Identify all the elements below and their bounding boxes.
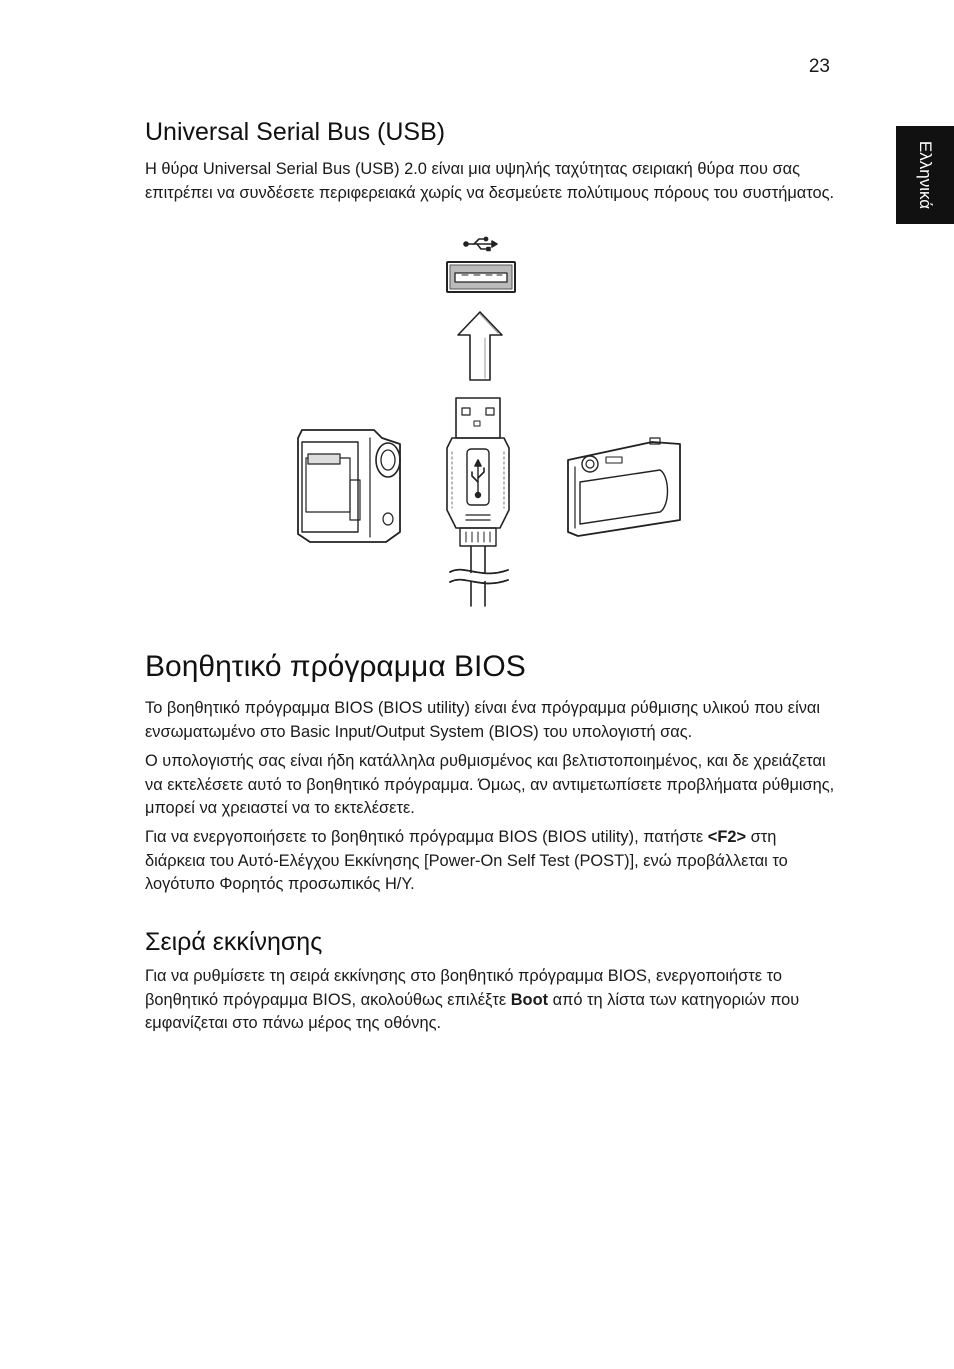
bios-paragraph-3 (145, 826, 835, 897)
language-side-tab-label: Ελληνικά (916, 140, 935, 210)
bios-paragraph-1: Το βοηθητικό πρόγραμμα BIOS (BIOS utility) είναι ένα πρόγραμμα ρύθμισης υλικού που είναι ενσωματωμένο στο Basic Input/Output System (BIOS) του υπολογιστή σας. (145, 699, 821, 741)
usb-plug-icon (447, 398, 509, 606)
boot-order-text-a: Για να ρυθμίσετε τη σειρά εκκίνησης στο βοηθητικό πρόγραμμα BIOS, ενεργοποιήστε το βοηθητικό πρόγραμμα BIOS, ακολούθως επιλέξτε (145, 967, 782, 1009)
boot-order-paragraph (145, 965, 835, 1036)
language-side-tab (896, 126, 954, 224)
f2-key-label: <F2> (707, 828, 747, 846)
usb-heading: Universal Serial Bus (USB) (145, 118, 446, 146)
usb-illustration (290, 232, 690, 612)
boot-order-heading: Σειρά εκκίνησης (145, 928, 323, 956)
page-number: 23 (808, 56, 830, 77)
boot-order-text-b: από τη λίστα των κατηγοριών που εμφανίζεται στο πάνω μέρος της οθόνης. (145, 990, 800, 1032)
bios-paragraph-2: Ο υπολογιστής σας είναι ήδη κατάλληλα ρυθμισμένος και βελτιστοποιημένος, και δε χρειάζεται να εκτελέσετε αυτό το βοηθητικό πρόγραμμα. Όμως, αν αντιμετωπίσετε προβλήματα ρύθμισης, μπορεί να χρειαστεί να το εκτελέσετε. (145, 752, 835, 817)
bios-heading: Βοηθητικό πρόγραμμα BIOS (145, 650, 526, 683)
boot-menu-label: Boot (510, 990, 549, 1009)
usb-symbol-icon (464, 237, 497, 250)
camcorder-icon (298, 430, 400, 542)
bios-paragraph-3-text-b: στη διάρκεια του Αυτό-Ελέγχου Εκκίνησης [Power-On Self Test (POST)], ενώ προβάλλεται το λογότυπο Φορητός προσωπικός Η/Υ. (145, 828, 788, 893)
usb-port-icon (447, 262, 515, 292)
digital-camera-icon (568, 438, 680, 536)
bios-paragraph-3-text-a: Για να ενεργοποιήσετε το βοηθητικό πρόγραμμα BIOS (BIOS utility), πατήστε (145, 828, 708, 846)
usb-paragraph: Η θύρα Universal Serial Bus (USB) 2.0 είναι μια υψηλής ταχύτητας σειριακή θύρα που σας επιτρέπει να συνδέσετε περιφερειακά χωρίς να δεσμεύετε πολύτιμους πόρους του συστήματος. (145, 160, 835, 202)
up-arrow-icon (458, 312, 502, 380)
